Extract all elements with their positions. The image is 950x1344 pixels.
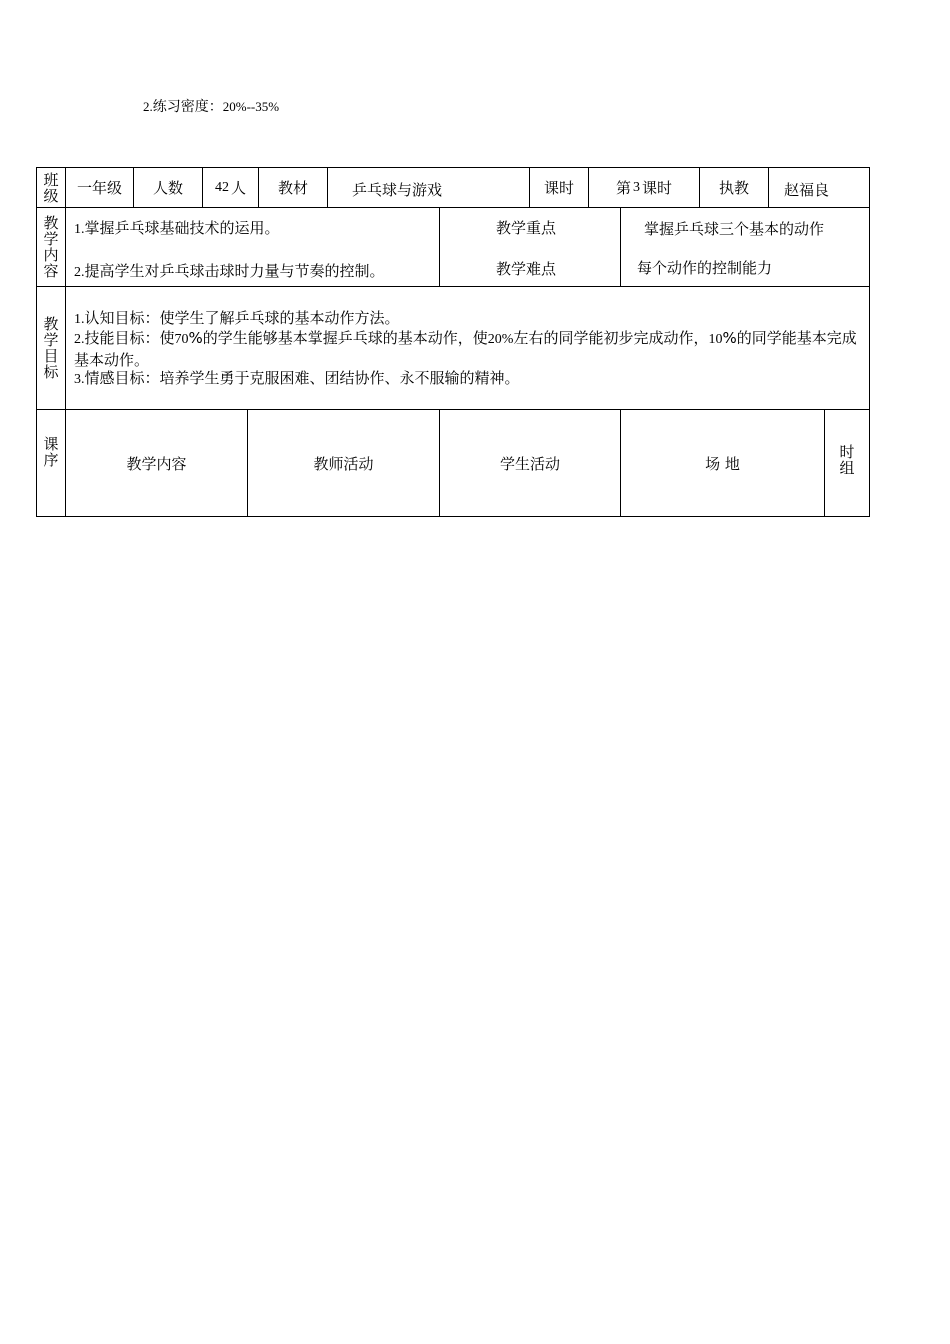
period-prefix: 第 [615,179,631,197]
difficulty-label: 教学难点 [496,260,557,278]
teacher-cell [768,167,870,208]
density-prefix: 2. [143,99,153,114]
teacher-name: 赵福良 [784,181,830,199]
density-value: 20%--35% [222,99,280,114]
content-items-cell [65,207,440,287]
count-cell [202,167,259,208]
class-label [36,167,66,208]
period-label: 课时 [543,179,574,197]
count-unit: 人 [230,179,246,197]
key-point-label: 教学重点 [496,219,557,237]
venue-header [620,409,825,517]
goals-label [36,286,66,410]
teacher-label: 执教 [718,179,749,197]
goals-cell [65,286,870,410]
period-cell [588,167,700,208]
content-label [36,207,66,287]
material-value: 乒乓球与游戏 [352,181,443,199]
process-content-header [65,409,248,517]
count-label: 人数 [152,179,183,197]
period-number: 3 [633,179,640,195]
goal-1: 1.认知目标：使学生了解乒乓球的基本动作方法。 [74,309,400,327]
student-activity-label: 学生活动 [499,454,560,473]
content-item-1: 1.掌握乒乓球基础技术的运用。 [74,219,280,237]
material-label: 教材 [277,179,308,197]
material-label-cell [258,167,328,208]
goals-label-text: 教 学 目 标 [43,315,59,381]
content-label-text: 教 学 内 容 [43,214,59,280]
material-cell [327,167,530,208]
difficulty-value: 每个动作的控制能力 [637,259,773,277]
goal-3: 3.情感目标：培养学生勇于克服困难、团结协作、永不服输的精神。 [74,369,520,387]
key-point-value: 掌握乒乓球三个基本的动作 [644,220,825,238]
count-number: 42 [214,179,229,195]
key-difficulty-value-cell [620,207,870,287]
density-label: 练习密度： [152,99,223,115]
period-suffix: 课时 [642,179,673,197]
goal-2: 2.技能目标：使70%的学生能够基本掌握乒乓球的基本动作，使20%左右的同学能初步完成动作，10%的同学能基本完成基本动作。 [74,329,857,369]
grade-value: 一年级 [76,179,122,197]
teacher-label-cell [699,167,769,208]
student-activity-header [439,409,621,517]
key-difficulty-label-cell [439,207,621,287]
time-header [824,409,870,517]
order-label-text: 课 序 [43,435,59,469]
teacher-activity-header [247,409,440,517]
grade-cell [65,167,134,208]
count-label-cell [133,167,203,208]
venue-label: 场 地 [705,454,740,473]
content-item-2: 2.提高学生对乒乓球击球时力量与节奏的控制。 [74,262,385,280]
order-label [36,409,66,517]
class-label-text: 班 级 [43,170,59,205]
period-label-cell [529,167,589,208]
process-content-label: 教学内容 [126,454,187,473]
teacher-activity-label: 教师活动 [313,454,374,473]
practice-density [143,96,279,116]
time-label-text: 时 组 [839,443,855,477]
